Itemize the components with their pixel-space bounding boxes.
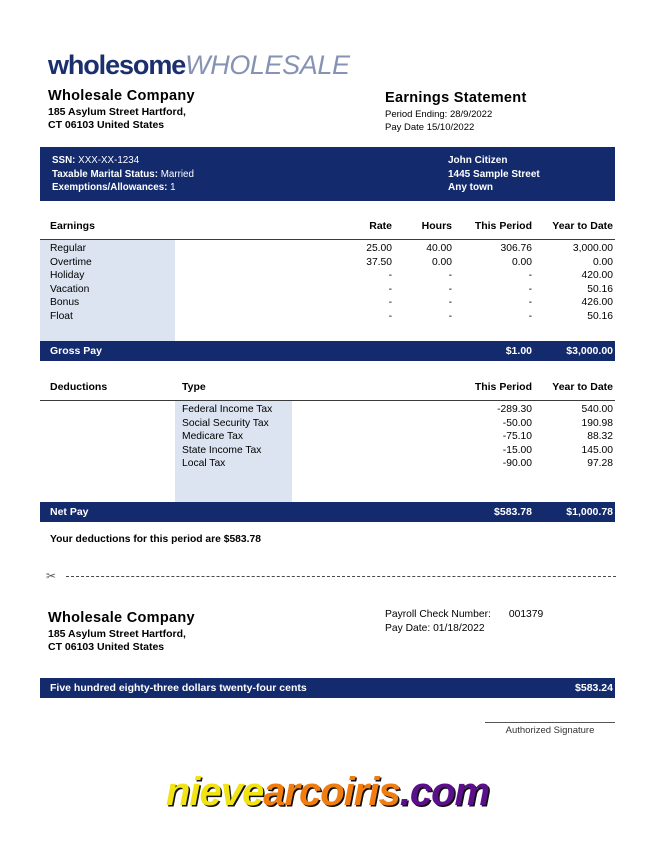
earnings-rate: - — [388, 310, 392, 322]
deduction-period: -50.00 — [502, 417, 532, 429]
deduction-period: -75.10 — [502, 431, 532, 443]
check-details — [385, 608, 543, 636]
earnings-rate: - — [388, 297, 392, 309]
amount-words-bar — [40, 678, 615, 698]
exemptions-value: 1 — [170, 182, 176, 193]
ssn-row — [52, 154, 194, 168]
scissors-icon: ✂ — [46, 569, 57, 583]
check-number-value: 001379 — [508, 609, 544, 620]
deduction-period: -289.30 — [497, 404, 532, 415]
exemptions-label: Exemptions/Allowances: — [52, 182, 168, 193]
earnings-rate: 25.00 — [366, 243, 392, 254]
cut-line — [46, 570, 616, 582]
earnings-rate: - — [388, 283, 392, 295]
deduction-type: Medicare Tax — [182, 431, 244, 443]
amount-figure: $583.24 — [575, 682, 613, 694]
marital-status-value: Married — [160, 168, 194, 180]
earnings-ytd: 50.16 — [587, 283, 613, 295]
deduction-ytd: 145.00 — [581, 444, 613, 456]
net-pay-label: Net Pay — [50, 506, 89, 518]
earnings-ytd: 0.00 — [592, 256, 613, 268]
earnings-col-earnings: Earnings — [50, 220, 95, 232]
table-row — [40, 404, 615, 418]
table-row — [40, 445, 615, 459]
employee-address-line2: Any town — [448, 182, 493, 193]
company-address-line1: 185 Asylum Street Hartford, — [48, 106, 186, 118]
gross-pay-ytd: $3,000.00 — [566, 345, 613, 357]
gross-pay-period: $1.00 — [505, 345, 532, 357]
net-pay-period: $583.78 — [494, 506, 532, 518]
exemptions-row — [52, 181, 194, 195]
earnings-ytd: 420.00 — [581, 270, 613, 282]
watermark-part2: arcoiris — [263, 770, 400, 814]
earnings-ytd: 50.16 — [587, 310, 613, 322]
signature-line — [485, 722, 615, 723]
stub-company-name: Wholesale Company — [48, 610, 195, 626]
earnings-period: - — [528, 297, 532, 309]
earnings-label: Float — [50, 310, 73, 322]
earnings-hours: 40.00 — [426, 243, 452, 254]
amount-in-words: Five hundred eighty-three dollars twenty-four cents — [50, 682, 307, 694]
net-pay-bar — [40, 502, 615, 522]
table-row — [40, 284, 615, 298]
period-ending: Period Ending: 28/9/2022 — [385, 109, 493, 120]
cut-line-dashes — [66, 576, 616, 577]
earnings-ytd: 426.00 — [581, 297, 613, 309]
earnings-rate: - — [388, 270, 392, 282]
employee-name: John Citizen — [448, 155, 508, 166]
marital-row — [52, 168, 194, 182]
gross-pay-label: Gross Pay — [50, 345, 102, 357]
company-block-stub — [48, 610, 195, 654]
deduction-type: Social Security Tax — [182, 417, 269, 429]
deduction-note: Your deductions for this period are $583.78 — [50, 534, 261, 545]
earnings-col-ytd: Year to Date — [552, 220, 613, 232]
check-number-label: Payroll Check Number: — [385, 609, 491, 620]
earnings-label: Vacation — [50, 283, 90, 295]
statement-title: Earnings Statement — [385, 90, 527, 106]
marital-status-label: Taxable Marital Status: — [52, 168, 158, 180]
table-row — [40, 257, 615, 271]
earnings-label: Overtime — [50, 256, 92, 268]
deduction-period: -90.00 — [502, 458, 532, 470]
earnings-period: - — [528, 283, 532, 295]
signature-block — [485, 722, 615, 736]
company-address-line2: CT 06103 United States — [48, 119, 165, 131]
table-row — [40, 243, 615, 257]
earnings-rate: 37.50 — [366, 256, 392, 268]
gross-pay-bar — [40, 341, 615, 361]
signature-label: Authorized Signature — [505, 725, 595, 736]
earnings-period: - — [528, 270, 532, 282]
pay-date: Pay Date 15/10/2022 — [385, 121, 475, 133]
table-row — [40, 458, 615, 472]
earnings-hours: - — [448, 297, 452, 309]
table-row — [40, 431, 615, 445]
ssn-label: SSN: — [52, 155, 76, 166]
stub-company-address-line1: 185 Asylum Street Hartford, — [48, 628, 186, 640]
stub-pay-date: Pay Date: 01/18/2022 — [385, 623, 485, 634]
deductions-table — [40, 381, 615, 472]
company-block-top — [48, 88, 195, 132]
deduction-ytd: 88.32 — [587, 431, 613, 443]
earnings-col-period: This Period — [474, 220, 532, 232]
deduction-type: Local Tax — [182, 458, 226, 470]
earnings-hours: 0.00 — [431, 256, 452, 268]
employee-address-line1: 1445 Sample Street — [448, 168, 540, 180]
earnings-period: - — [528, 310, 532, 322]
deduction-type: Federal Income Tax — [182, 404, 273, 415]
deduction-period: -15.00 — [502, 444, 532, 456]
watermark — [0, 770, 655, 815]
earnings-table-header — [40, 220, 615, 240]
deduction-ytd: 190.98 — [581, 417, 613, 429]
table-row — [40, 311, 615, 325]
earnings-hours: - — [448, 270, 452, 282]
brand-logo-secondary: WHOLESALE — [185, 50, 350, 80]
deductions-col-period: This Period — [474, 381, 532, 393]
ssn-value: XXX-XX-1234 — [78, 155, 140, 166]
brand-logo — [48, 50, 350, 81]
table-row — [40, 297, 615, 311]
stub-company-address-line2: CT 06103 United States — [48, 641, 165, 653]
earnings-period: 306.76 — [500, 243, 532, 254]
deductions-col-type: Type — [182, 381, 206, 393]
earnings-label: Regular — [50, 243, 87, 254]
deduction-ytd: 97.28 — [587, 458, 613, 470]
earnings-ytd: 3,000.00 — [572, 243, 613, 254]
earnings-label: Bonus — [50, 297, 80, 309]
earnings-col-rate: Rate — [369, 220, 392, 232]
earnings-hours: - — [448, 310, 452, 322]
deductions-col-ytd: Year to Date — [552, 381, 613, 393]
watermark-part3: .com — [399, 770, 490, 814]
deduction-type: State Income Tax — [182, 444, 262, 456]
deductions-table-header — [40, 381, 615, 401]
employee-info-bar — [40, 147, 615, 201]
brand-logo-primary: wholesome — [48, 50, 186, 80]
company-name: Wholesale Company — [48, 88, 195, 104]
statement-heading-block — [385, 90, 527, 134]
watermark-part1: nieve — [165, 770, 264, 814]
check-number-row — [385, 608, 543, 622]
net-pay-ytd: $1,000.78 — [566, 506, 613, 518]
earnings-table — [40, 220, 615, 325]
earnings-col-hours: Hours — [421, 220, 452, 232]
earnings-hours: - — [448, 283, 452, 295]
deductions-col-deductions: Deductions — [50, 381, 108, 393]
table-row — [40, 418, 615, 432]
earnings-period: 0.00 — [511, 256, 532, 268]
earnings-label: Holiday — [50, 270, 85, 282]
deduction-ytd: 540.00 — [581, 404, 613, 415]
table-row — [40, 270, 615, 284]
